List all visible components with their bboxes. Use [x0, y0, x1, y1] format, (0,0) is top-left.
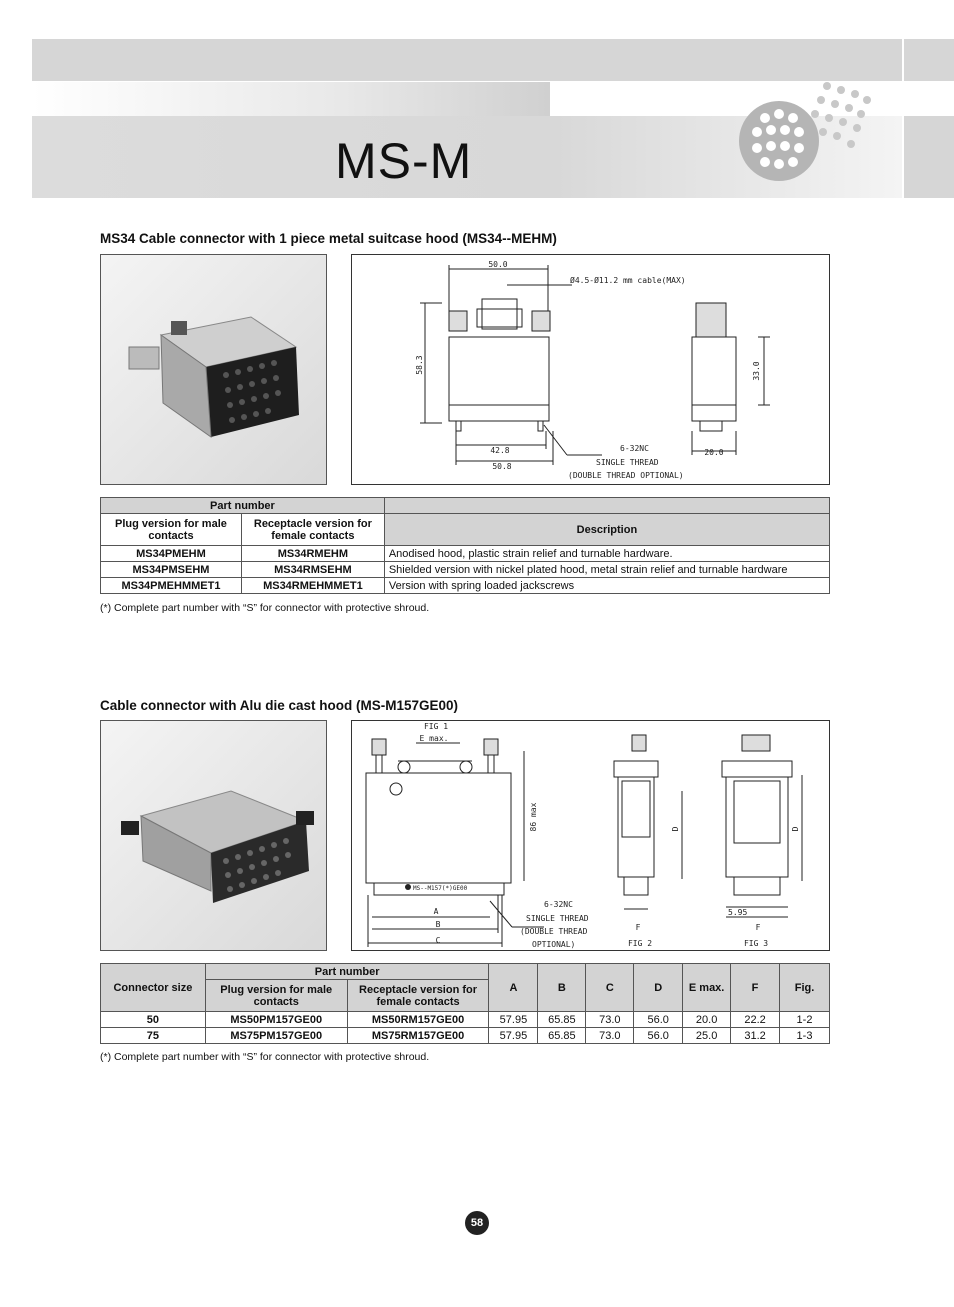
col-f-header: F — [731, 964, 780, 1012]
col-a-header: A — [489, 964, 538, 1012]
emax-label: E max. — [419, 734, 449, 743]
col-e-header: E max. — [683, 964, 731, 1012]
thread-3: (DOUBLE THREAD OPTIONAL) — [568, 471, 684, 480]
fig-cell: 1-2 — [780, 1012, 830, 1028]
table-row — [101, 1012, 830, 1028]
a-cell: 57.95 — [489, 1012, 538, 1028]
plug-cell: MS34PMEHMMET1 — [101, 578, 242, 594]
plug-cell: MS50PM157GE00 — [205, 1012, 347, 1028]
e-cell: 25.0 — [683, 1028, 731, 1044]
dim-width: 50.0 — [488, 260, 508, 269]
dim-a-label: A — [433, 907, 439, 916]
header-band-fade — [32, 82, 550, 116]
part-label: MS--M157(*)GE00 — [413, 885, 468, 892]
section1-product-photo — [100, 254, 327, 485]
f-cell: 22.2 — [731, 1012, 780, 1028]
b-cell: 65.85 — [538, 1012, 586, 1028]
h86-label: 86 max — [529, 802, 538, 832]
table-row — [101, 562, 830, 578]
dim-f2-label: F — [755, 923, 761, 932]
dim-d-label: D — [671, 826, 680, 832]
dim-side-height: 33.0 — [752, 361, 761, 381]
receptacle-cell: MS34RMSEHM — [241, 562, 384, 578]
dim-side-width: 20.0 — [704, 448, 724, 457]
section1-technical-drawing — [351, 254, 830, 485]
d-cell: 56.0 — [634, 1028, 683, 1044]
section2-product-photo — [100, 720, 327, 951]
header-band-top — [32, 39, 902, 81]
f-cell: 31.2 — [731, 1028, 780, 1044]
plug-header: Plug version for male contacts — [101, 514, 242, 546]
table-row — [101, 1028, 830, 1044]
plug-cell: MS34PMSEHM — [101, 562, 242, 578]
dim-cable: Ø4.5-Ø11.2 mm cable(MAX) — [570, 276, 686, 285]
dim-b: 50.8 — [492, 462, 512, 471]
part-number-header: Part number — [101, 498, 385, 514]
fig2-label: FIG 2 — [627, 939, 653, 948]
thread-4: OPTIONAL) — [532, 940, 576, 949]
size-cell: 50 — [101, 1012, 206, 1028]
c-cell: 73.0 — [586, 1012, 634, 1028]
section1-table — [100, 497, 830, 594]
receptacle-cell: MS50RM157GE00 — [347, 1012, 489, 1028]
thread-1: 6-32NC — [544, 900, 573, 909]
b-cell: 65.85 — [538, 1028, 586, 1044]
col-d-header: D — [634, 964, 683, 1012]
receptacle-cell: MS34RMEHMMET1 — [241, 578, 384, 594]
e-cell: 20.0 — [683, 1012, 731, 1028]
dim-c-label: C — [435, 936, 441, 945]
description-cell: Shielded version with nickel plated hood, metal strain relief and turnable hardware — [384, 562, 829, 578]
page-title: MS-M — [335, 133, 473, 189]
dim-f-label: F — [635, 923, 641, 932]
part-number-header: Part number — [205, 964, 489, 980]
header-band-main-right — [904, 116, 954, 198]
plug-cell: MS34PMEHM — [101, 546, 242, 562]
section2-technical-drawing — [351, 720, 830, 951]
connector-size-header: Connector size — [101, 964, 206, 1012]
description-cell: Version with spring loaded jackscrews — [384, 578, 829, 594]
table-row — [101, 546, 830, 562]
fig1-label: FIG 1 — [423, 722, 449, 731]
connector-face-logo — [735, 78, 885, 193]
plug-cell: MS75PM157GE00 — [205, 1028, 347, 1044]
d-cell: 56.0 — [634, 1012, 683, 1028]
thread-2: SINGLE THREAD — [526, 914, 589, 923]
section2-heading: Cable connector with Alu die cast hood (MS-M157GE00) — [100, 698, 459, 713]
header-band-top-right — [904, 39, 954, 81]
col-c-header: C — [586, 964, 634, 1012]
table-row — [101, 578, 830, 594]
dim-d2-label: D — [791, 826, 800, 832]
dim-height: 58.3 — [415, 355, 424, 375]
receptacle-cell: MS75RM157GE00 — [347, 1028, 489, 1044]
section2-note: (*) Complete part number with “S” for connector with protective shroud. — [100, 1051, 430, 1063]
page-number: 58 — [465, 1211, 489, 1235]
plug-header: Plug version for male contacts — [205, 980, 347, 1012]
dim-b-label: B — [435, 920, 441, 929]
thread-3: (DOUBLE THREAD — [520, 927, 588, 936]
receptacle-header: Receptacle version for female contacts — [241, 514, 384, 546]
empty-header — [384, 498, 829, 514]
size-cell: 75 — [101, 1028, 206, 1044]
col-fig-header: Fig. — [780, 964, 830, 1012]
dim-a: 42.8 — [490, 446, 510, 455]
thread-2: SINGLE THREAD — [596, 458, 659, 467]
dim-595-label: 5.95 — [728, 908, 748, 917]
fig-cell: 1-3 — [780, 1028, 830, 1044]
section2-table — [100, 963, 830, 1044]
description-cell: Anodised hood, plastic strain relief and turnable hardware. — [384, 546, 829, 562]
section1-heading: MS34 Cable connector with 1 piece metal suitcase hood (MS34--MEHM) — [100, 231, 557, 246]
receptacle-header: Receptacle version for female contacts — [347, 980, 489, 1012]
fig3-label: FIG 3 — [743, 939, 769, 948]
thread-1: 6-32NC — [620, 444, 649, 453]
col-b-header: B — [538, 964, 586, 1012]
receptacle-cell: MS34RMEHM — [241, 546, 384, 562]
a-cell: 57.95 — [489, 1028, 538, 1044]
section1-note: (*) Complete part number with “S” for connector with protective shroud. — [100, 602, 430, 614]
description-header: Description — [384, 514, 829, 546]
c-cell: 73.0 — [586, 1028, 634, 1044]
